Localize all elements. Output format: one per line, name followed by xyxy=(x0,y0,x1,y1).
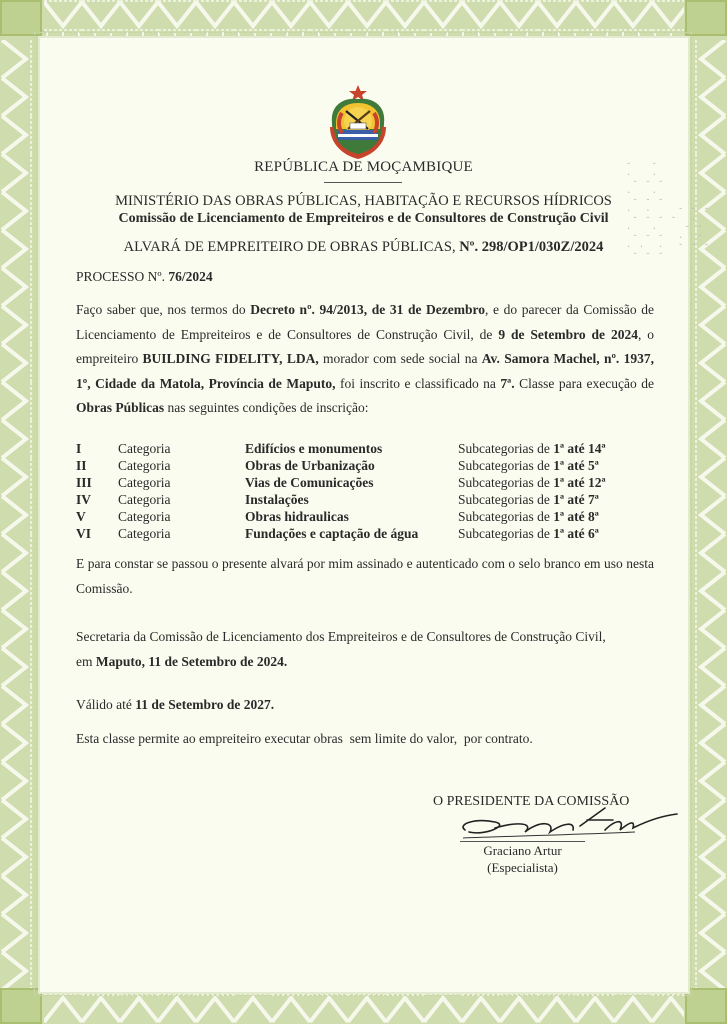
issue-place-date: Maputo, 11 de Setembro de 2024. xyxy=(95,653,288,669)
process-number xyxy=(76,269,213,285)
category-label: Categoria xyxy=(118,475,171,490)
subcategory-range xyxy=(458,457,606,474)
category-row xyxy=(76,474,606,491)
signatory-name: Graciano Artur xyxy=(483,843,562,858)
subcategory-prefix: Subcategorias de xyxy=(458,458,554,473)
subcategory-prefix: Subcategorias de xyxy=(458,475,554,490)
place-date-line xyxy=(76,650,654,675)
license-title-prefix: ALVARÁ DE EMPREITEIRO DE OBRAS PÚBLICAS, xyxy=(123,239,456,255)
category-label: Categoria xyxy=(118,526,171,541)
ministry-heading: MINISTÉRIO DAS OBRAS PÚBLICAS, HABITAÇÃO E RECURSOS HÍDRICOS xyxy=(115,193,612,209)
category-label: Categoria xyxy=(118,492,171,507)
subcategory-values: 1ª até 7ª xyxy=(553,492,599,507)
category-number: II xyxy=(76,458,87,473)
process-value: 76/2024 xyxy=(168,269,213,284)
categories-table xyxy=(76,440,606,542)
subcategory-prefix: Subcategorias de xyxy=(458,509,554,524)
signature-scribble xyxy=(455,802,685,844)
subcategory-range xyxy=(458,440,606,457)
opinion-date: 9 de Setembro de 2024 xyxy=(498,326,638,342)
border-corner-bottom-right xyxy=(685,988,727,1024)
subcategory-values: 1ª até 8ª xyxy=(553,509,599,524)
category-name: Instalações xyxy=(245,492,309,507)
process-label: PROCESSO Nº. xyxy=(76,269,165,284)
commission-heading: Comissão de Licenciamento de Empreiteiros e de Consultores de Construção Civil xyxy=(118,211,609,226)
category-number: VI xyxy=(76,526,92,541)
limit-note: Esta classe permite ao empreiteiro executar obras sem limite do valor, por contrato. xyxy=(76,731,533,746)
category-number: V xyxy=(76,509,86,524)
contractor-class: 7ª. xyxy=(500,375,515,391)
category-row xyxy=(76,525,606,542)
works-type: Obras Públicas xyxy=(76,400,165,415)
contractor-name: BUILDING FIDELITY, LDA, xyxy=(142,351,319,366)
category-number: I xyxy=(76,441,82,456)
category-name: Edifícios e monumentos xyxy=(245,441,383,456)
intro-paragraph xyxy=(76,298,654,421)
coat-of-arms-emblem xyxy=(322,83,394,161)
subcategory-values: 1ª até 5ª xyxy=(553,458,599,473)
intro-text-7: nas seguintes condições de inscrição: xyxy=(164,400,369,415)
signatory-title: O PRESIDENTE DA COMISSÃO xyxy=(433,794,630,809)
place-prefix: em xyxy=(76,653,96,669)
border-zigzag-bottom xyxy=(44,994,684,1024)
category-row xyxy=(76,508,606,525)
category-label: Categoria xyxy=(118,509,171,524)
country-heading: REPÚBLICA DE MOÇAMBIQUE xyxy=(254,159,473,175)
valid-prefix: Válido até xyxy=(76,697,136,712)
contractor-address: Av. Samora Machel, nº. 1937, 1º, Cidade da Matola, Província de Maputo, xyxy=(76,351,654,391)
intro-text-5: foi inscrito e classificado na xyxy=(335,375,501,391)
border-corner-bottom-left xyxy=(0,988,42,1024)
subcategory-range xyxy=(458,491,606,508)
embossed-seal-mark: - - . . - - - . . - - - . . - - - - . . - - - . . . - - - xyxy=(626,159,678,259)
border-zigzag-left xyxy=(0,40,34,990)
signature-line xyxy=(460,841,585,842)
subcategory-range xyxy=(458,525,606,542)
subcategory-values: 1ª até 6ª xyxy=(553,526,599,541)
category-number: IV xyxy=(76,492,92,507)
intro-text-2: , e do parecer da Comissão de Licenciamento de Empreiteiros e de Consultores de Construção Civil, de xyxy=(76,302,654,342)
intro-text-6: Classe para execução de xyxy=(514,375,654,391)
border-corner-top-right xyxy=(685,0,727,36)
category-row xyxy=(76,457,606,474)
validity-line xyxy=(76,693,654,718)
intro-text-4: morador com sede social na xyxy=(318,351,482,366)
subcategory-range xyxy=(458,508,606,525)
border-zigzag-top xyxy=(44,0,684,32)
secretariat-text: Secretaria da Comissão de Licenciamento dos Empreiteiros e de Consultores de Construção Civil, xyxy=(76,629,606,644)
category-row xyxy=(76,440,606,457)
secretariat-paragraph xyxy=(76,625,654,674)
subcategory-prefix: Subcategorias de xyxy=(458,492,554,507)
subcategory-range xyxy=(458,474,606,491)
subcategory-values: 1ª até 14ª xyxy=(553,441,606,456)
license-title xyxy=(0,239,727,256)
intro-text-3: , o empreiteiro xyxy=(76,326,654,366)
category-name: Obras hidraulicas xyxy=(245,509,349,524)
signatory-role: (Especialista) xyxy=(487,860,558,875)
license-number: Nº. 298/OP1/030Z/2024 xyxy=(459,239,604,255)
embossed-seal-mark-2: - - - . - - . - - - - xyxy=(678,204,711,250)
heading-divider xyxy=(324,182,402,183)
valid-until-date: 11 de Setembro de 2027. xyxy=(135,697,275,712)
category-label: Categoria xyxy=(118,458,171,473)
subcategory-prefix: Subcategorias de xyxy=(458,526,554,541)
border-zigzag-right xyxy=(693,40,727,990)
category-name: Obras de Urbanização xyxy=(245,458,375,473)
subcategory-values: 1ª até 12ª xyxy=(553,475,606,490)
decree-reference: Decreto nº. 94/2013, de 31 de Dezembro xyxy=(250,302,486,317)
category-name: Vias de Comunicações xyxy=(245,475,374,490)
intro-text-1: Faço saber que, nos termos do xyxy=(76,302,251,317)
subcategory-prefix: Subcategorias de xyxy=(458,441,554,456)
category-row xyxy=(76,491,606,508)
border-corner-top-left xyxy=(0,0,42,36)
category-label: Categoria xyxy=(118,441,171,456)
category-name: Fundações e captação de água xyxy=(245,526,419,541)
category-number: III xyxy=(76,475,92,490)
closing-paragraph: E para constar se passou o presente alvará por mim assinado e autenticado com o selo branco em uso nesta Comissão. xyxy=(76,556,654,596)
